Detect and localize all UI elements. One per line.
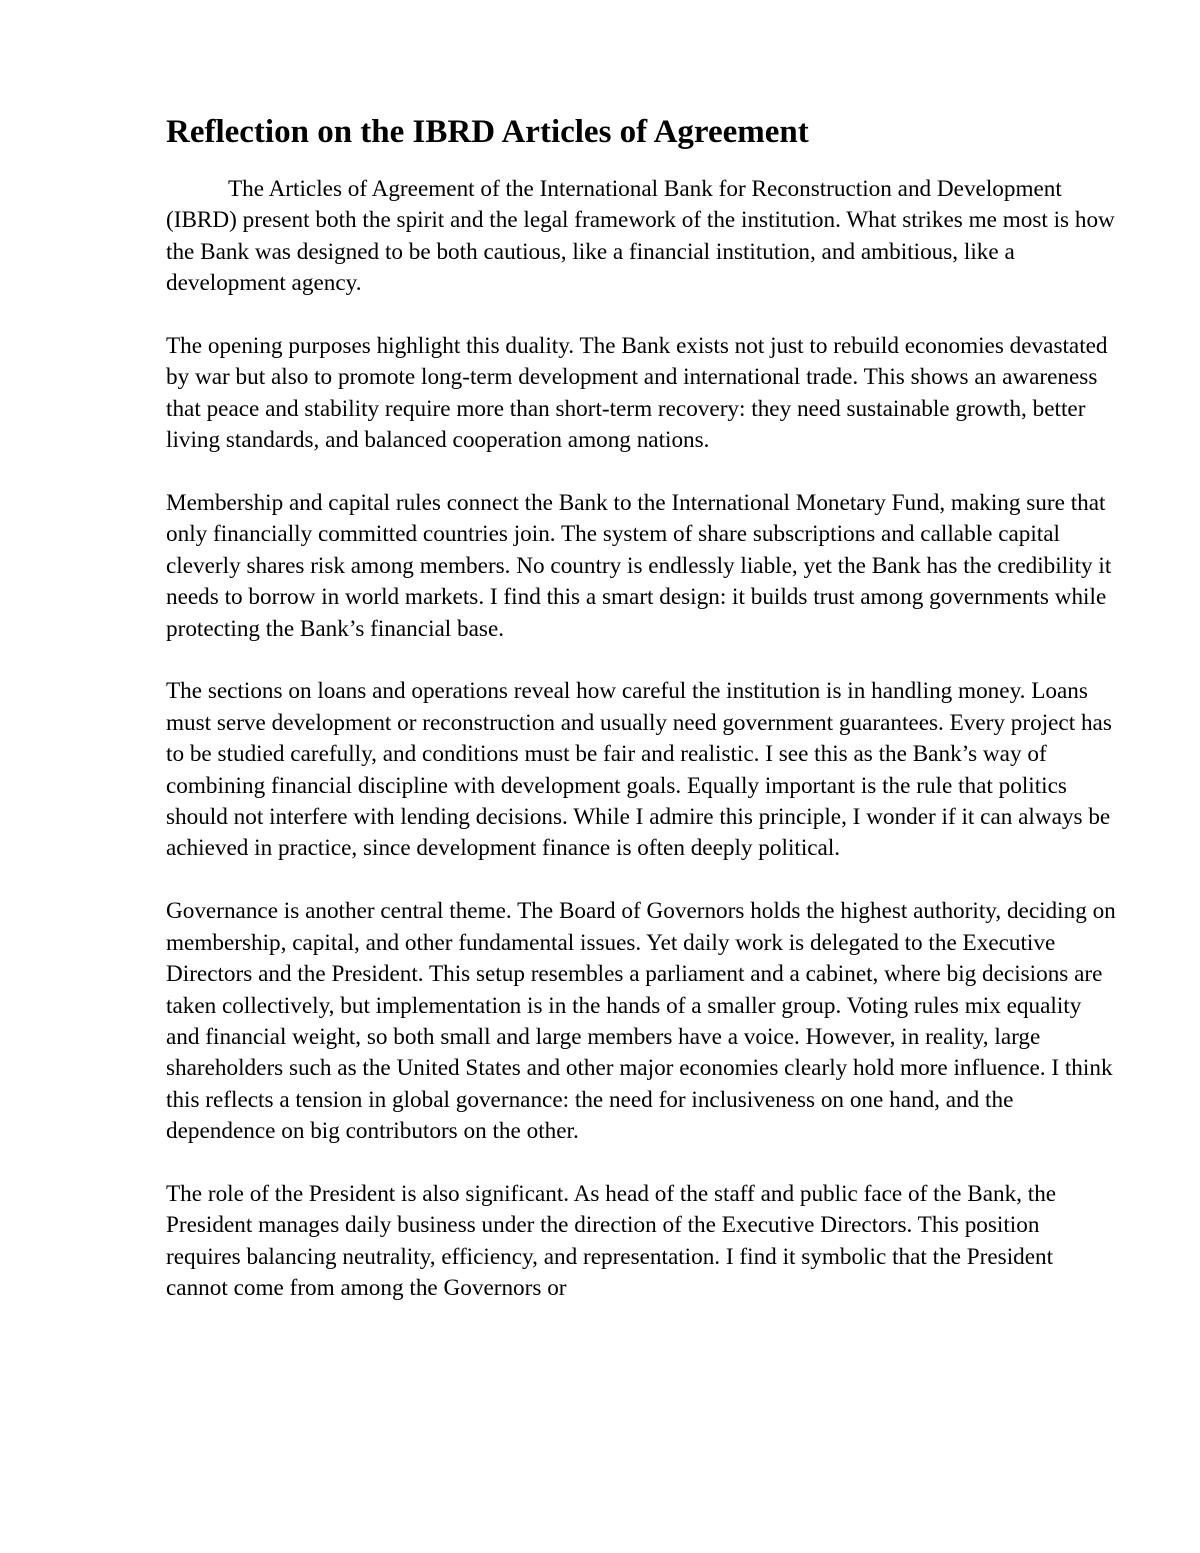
paragraph-intro: The Articles of Agreement of the International Bank for Reconstruction and Development (IBRD) present both the spirit and the legal framework of the institution. What strikes me most is how the Bank was designed to be both cautious, like a financial institution, and ambitious, like a development agency.	[166, 176, 1115, 297]
paragraph-membership-capital: Membership and capital rules connect the Bank to the International Monetary Fund, making sure that only financially committed countries join. The system of share subscriptions and callable capital cleverly shares risk among members. No country is endlessly liable, yet the Bank has the credibility it needs to borrow in world markets. I find this a smart design: it builds trust among governments while protecting the Bank’s financial base.	[166, 490, 1112, 642]
document-body	[166, 112, 1118, 1336]
document-title: Reflection on the IBRD Articles of Agreement	[166, 114, 809, 150]
paragraph-purposes: The opening purposes highlight this duality. The Bank exists not just to rebuild economies devastated by war but also to promote long-term development and international trade. This shows an awareness that peace and stability require more than short-term recovery: they need sustainable growth, better living standards, and balanced cooperation among nations.	[166, 333, 1108, 454]
paragraph-loans-operations: The sections on loans and operations reveal how careful the institution is in handling money. Loans must serve development or reconstruction and usually need government guarantees. Every project has to be studied carefully, and conditions must be fair and realistic. I see this as the Bank’s way of combining financial discipline with development goals. Equally important is the rule that politics should not interfere with lending decisions. While I admire this principle, I wonder if it can always be achieved in practice, since development finance is often deeply political.	[166, 678, 1112, 862]
paragraph-governance: Governance is another central theme. The Board of Governors holds the highest authority, deciding on membership, capital, and other fundamental issues. Yet daily work is delegated to the Executive Directors and the President. This setup resembles a parliament and a cabinet, where big decisions are taken collectively, but implementation is in the hands of a smaller group. Voting rules mix equality and financial weight, so both small and large members have a voice. However, in reality, large shareholders such as the United States and other major economies clearly hold more influence. I think this reflects a tension in global governance: the need for inclusiveness on one hand, and the dependence on big contributors on the other.	[166, 898, 1116, 1145]
paragraph-president: The role of the President is also significant. As head of the staff and public face of the Bank, the President manages daily business under the direction of the Executive Directors. This position requires balancing neutrality, efficiency, and representation. I find it symbolic that the President cannot come from among the Governors or	[166, 1180, 1057, 1302]
